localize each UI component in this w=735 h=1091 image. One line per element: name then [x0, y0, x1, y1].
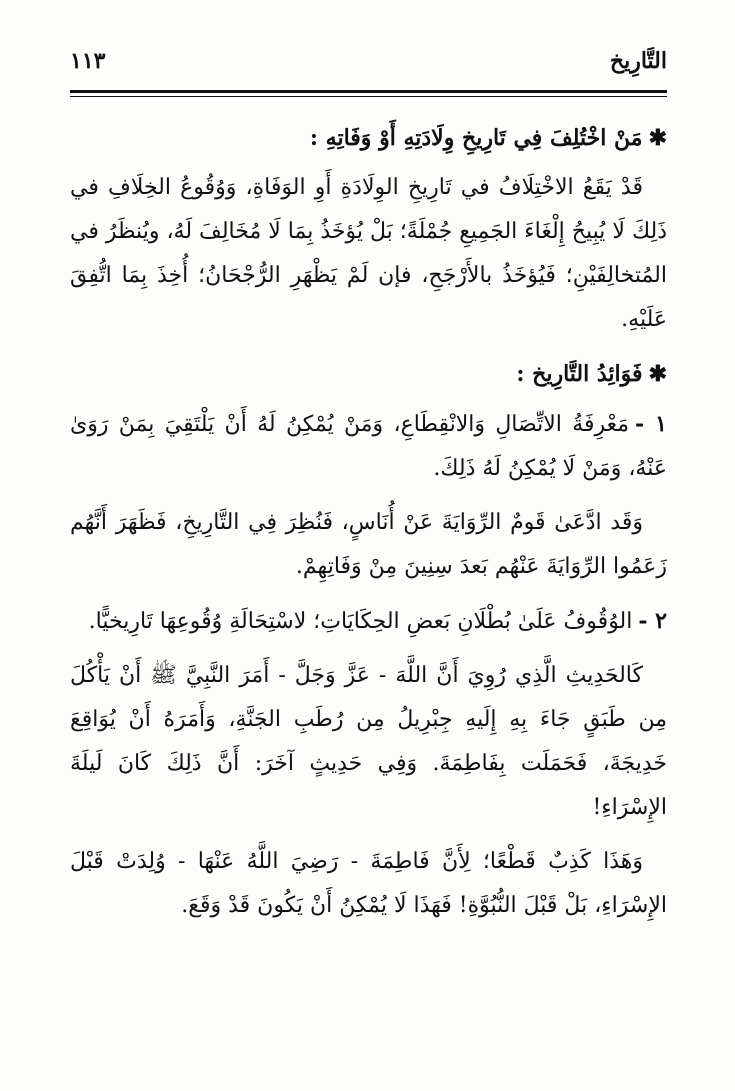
running-header	[70, 48, 667, 92]
item-number: ١ -	[635, 411, 667, 437]
header-rule-thick	[70, 90, 667, 93]
paragraph: وَهَذَا كَذِبٌ قَطْعًا؛ لِأَنَّ فَاطِمَةَ - رَضِيَ اللَّهُ عَنْهَا - وُلِدَتْ قَبْلَ الإِسْرَاءِ، بَلْ قَبْلَ النُّبُوَّةِ! فَهَذَا لَا يُمْكِنُ أَنْ يَكُونَ قَدْ وَقَعَ.	[70, 849, 667, 918]
item-text: مَعْرِفَةُ الاتِّصَالِ وَالانْقِطَاعِ، وَمَنْ يُمْكِنُ لَهُ أَنْ يَلْتَقِيَ بِمَنْ رَوَىٰ عَنْهُ، وَمَنْ لَا يُمْكِنُ لَهُ ذَلِكَ.	[70, 412, 667, 481]
item-number: ٢ -	[638, 608, 667, 634]
page-body	[70, 112, 667, 938]
section-heading	[70, 116, 667, 160]
chapter-title: التَّارِيخ	[609, 48, 667, 74]
heading-text: فَوَائِدُ التَّارِيخ :	[516, 361, 643, 387]
list-item	[70, 599, 667, 644]
asterisk-icon: ✱	[648, 125, 667, 151]
paragraph: وَقَد ادَّعَىٰ قَومٌ الرِّوَايَةَ عَنْ أُنَاسٍ، فَنُظِرَ فِي التَّارِيخِ، فَظَهَرَ أَنَّهُم زَعَمُوا الرِّوَايَةَ عَنْهُم بَعدَ سِنِينَ مِنْ وَفَاتِهِمْ.	[70, 510, 667, 579]
item-text: الوُقُوفُ عَلَىٰ بُطْلَانِ بَعضِ الحِكَايَاتِ؛ لاسْتِحَالَةِ وُقُوعِهَا تَارِيخيًّا.	[88, 609, 633, 634]
paragraph: قَدْ يَقَعُ الاخْتِلَافُ في تَارِيخِ الوِلَادَةِ أَوِ الوَفَاةِ، وَوُقُوعُ الخِلَافِ في ذَلِكَ لَا يُبِيحُ إِلْغَاءَ الجَمِيعِ جُمْلَةً؛ بَلْ يُؤخَذُ بِمَا لَا مُخَالِفَ لَهُ، ويُنظَرُ في المُتخالِفَيْنِ؛ فَيُؤخَذُ بالأَرْجَحِ، فإن لَمْ يَظْهَرِ الرُّجْحَانُ؛ أُخِذَ بِمَا اتُّفِقَ عَلَيْهِ.	[70, 175, 667, 332]
list-item	[70, 402, 667, 491]
header-rule-thin	[70, 96, 667, 97]
section-heading	[70, 352, 667, 396]
asterisk-icon: ✱	[648, 361, 667, 387]
page-number: ١١٣	[70, 48, 106, 74]
paragraph: كَالحَدِيثِ الَّذِي رُوِيَ أَنَّ اللَّهَ - عَزَّ وَجَلَّ - أَمَرَ النَّبِيَّ ﷺ أَنْ يَأْكُلَ مِن طَبَقٍ جَاءَ بِهِ إِلَيهِ جِبْرِيلُ مِن رُطَبِ الجَنَّةِ، وَأَمَرَهُ أَنْ يُوَاقِعَ خَدِيجَةَ، فَحَمَلَت بِفَاطِمَةَ. وَفِي حَدِيثٍ آخَرَ: أَنَّ ذَلِكَ كَانَ لَيلَةَ الإِسْرَاءِ!	[70, 663, 667, 820]
heading-text: مَنْ اخْتُلِفَ فِي تَارِيخِ وِلَادَتِهِ أَوْ وَفَاتِهِ :	[309, 125, 643, 151]
